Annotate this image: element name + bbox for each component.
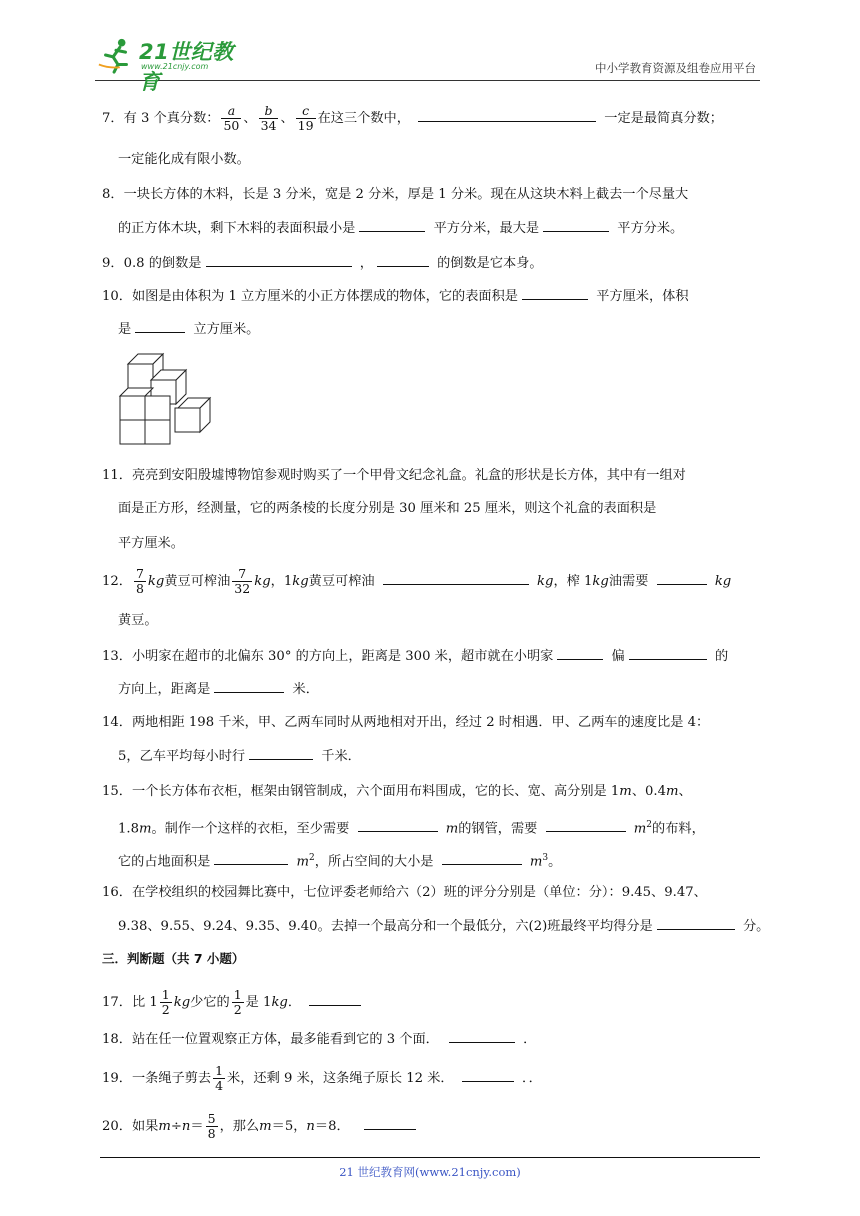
question-12: 12． $\frac{7}{8}$ kg黄豆可榨油 $\frac{7}{32}$ kg，1kg黄豆可榨油 kg，榨 1kg油需要 kg [102, 566, 732, 596]
question-7: 7．有 3 个真分数： $\frac{a}{50}$ 、 $\frac{b}{34}$ 、 $\frac{c}{19}$ 在这三个数中， 一定是最简真分数； [102, 103, 723, 133]
answer-blank[interactable] [358, 819, 438, 832]
question-14: 14．两地相距 198 千米，甲、乙两车同时从两地相对开出，经过 2 时相遇．甲、乙两车的速度比是 4： [102, 715, 710, 730]
answer-blank[interactable] [546, 819, 626, 832]
answer-blank[interactable] [206, 254, 352, 267]
fraction-c-19: $\frac{c}{19}$ [297, 103, 314, 133]
question-16-line-2: 9.38、9.55、9.24、9.35、9.40。去掉一个最高分和一个最低分，六(2)班最终平均得分是 分。 [118, 919, 770, 934]
answer-blank[interactable] [449, 1030, 515, 1043]
question-11-line-3: 平方厘米。 [118, 536, 184, 551]
question-10-line-2: 是 立方厘米。 [118, 322, 260, 337]
logo-text: 21世纪教育 [139, 40, 234, 94]
site-logo[interactable] [95, 34, 255, 94]
q7-intro: 7．有 3 个真分数： [102, 111, 220, 126]
fraction-1-2: $\frac{1}{2}$ [161, 987, 170, 1017]
fraction-1-4: $\frac{1}{4}$ [215, 1063, 224, 1093]
answer-blank[interactable] [442, 852, 522, 865]
fraction-7-32: $\frac{7}{32}$ [234, 566, 251, 596]
question-12-line-2: 黄豆。 [118, 613, 158, 628]
answer-blank[interactable] [309, 993, 361, 1006]
answer-blank[interactable] [214, 680, 284, 693]
question-18: 18．站在任一位置观察正方体，最多能看到它的 3 个面． ． [102, 1032, 537, 1047]
answer-blank[interactable] [557, 647, 603, 660]
question-17: 17．比 1 $\frac{1}{2}$ kg少它的 $\frac{1}{2}$ 是 1kg． [102, 988, 365, 1017]
question-8-line-2: 的正方体木块，剩下木料的表面积最小是 平方分米，最大是 平方分米。 [118, 221, 684, 236]
question-16: 16．在学校组织的校园舞比赛中，七位评委老师给六（2）班的评分分别是（单位：分）：9.45、9.47、 [102, 885, 707, 900]
answer-blank[interactable] [249, 747, 313, 760]
question-19: 19．一条绳子剪去 $\frac{1}{4}$ 米，还剩 9 米，这条绳子原长 12 米． ．． [102, 1063, 542, 1093]
question-11-line-2: 面是正方形，经测量，它的两条棱的长度分别是 30 厘米和 25 厘米，则这个礼盒的表面积是 [118, 501, 657, 516]
fraction-5-8: $\frac{5}{8}$ [207, 1111, 216, 1141]
answer-blank[interactable] [135, 320, 185, 333]
question-20: 20．如果m÷n＝ $\frac{5}{8}$ ，那么m＝5，n＝8． [102, 1112, 420, 1141]
answer-blank[interactable] [629, 647, 707, 660]
platform-name: 中小学教育资源及组卷应用平台 [595, 61, 756, 75]
page-header [95, 30, 760, 94]
answer-blank[interactable] [359, 219, 425, 232]
answer-blank[interactable] [522, 287, 588, 300]
answer-blank[interactable] [364, 1117, 416, 1130]
answer-blank[interactable] [657, 572, 707, 585]
fraction-1-2: $\frac{1}{2}$ [233, 987, 242, 1017]
question-15: 15．一个长方体布衣柜，框架由钢管制成，六个面用布料围成，它的长、宽、高分别是 1m、0.4m、 [102, 784, 692, 799]
question-13: 13．小明家在超市的北偏东 30° 的方向上，距离是 300 米，超市就在小明家 偏 的 [102, 649, 729, 664]
runner-logo-icon [97, 36, 135, 74]
footer-link[interactable]: 21 世纪教育网(www.21cnjy.com) [339, 1165, 521, 1179]
logo-url: www.21cnjy.com [141, 62, 209, 71]
fraction-a-50: $\frac{a}{50}$ [223, 103, 240, 133]
answer-blank[interactable] [657, 917, 735, 930]
question-8: 8．一块长方体的木料，长是 3 分米，宽是 2 分米，厚是 1 分米。现在从这块木料上截去一个尽量大 [102, 187, 689, 202]
question-9: 9．0.8 的倒数是 ， 的倒数是它本身。 [102, 256, 543, 271]
fraction-7-8: $\frac{7}{8}$ [135, 566, 144, 596]
answer-blank[interactable] [543, 219, 609, 232]
cube-stack-figure [118, 352, 213, 450]
question-15-line-3: 它的占地面积是 $m^2$，所占空间的大小是 $m^3$。 [118, 853, 562, 870]
answer-blank[interactable] [383, 572, 529, 585]
question-13-line-2: 方向上，距离是 米． [118, 682, 319, 697]
answer-blank[interactable] [377, 254, 429, 267]
question-11: 11．亮亮到安阳殷墟博物馆参观时购买了一个甲骨文纪念礼盒。礼盒的形状是长方体，其中有一组对 [102, 468, 686, 483]
answer-blank[interactable] [214, 852, 288, 865]
question-14-line-2: 5，乙车平均每小时行 千米． [118, 749, 361, 764]
question-7-line-2: 一定能化成有限小数。 [118, 152, 250, 167]
section-title: 三．判断题（共 7 小题） [102, 951, 245, 966]
answer-blank[interactable] [418, 109, 596, 122]
fraction-b-34: $\frac{b}{34}$ [260, 103, 277, 133]
question-15-line-2: 1.8m。制作一个这样的衣柜，至少需要 m的钢管，需要 $m^2$的布料， [118, 820, 705, 837]
answer-blank[interactable] [462, 1069, 514, 1082]
question-10: 10．如图是由体积为 1 立方厘米的小正方体摆成的物体，它的表面积是 平方厘米，体积 [102, 289, 689, 304]
footer-divider [100, 1157, 760, 1158]
